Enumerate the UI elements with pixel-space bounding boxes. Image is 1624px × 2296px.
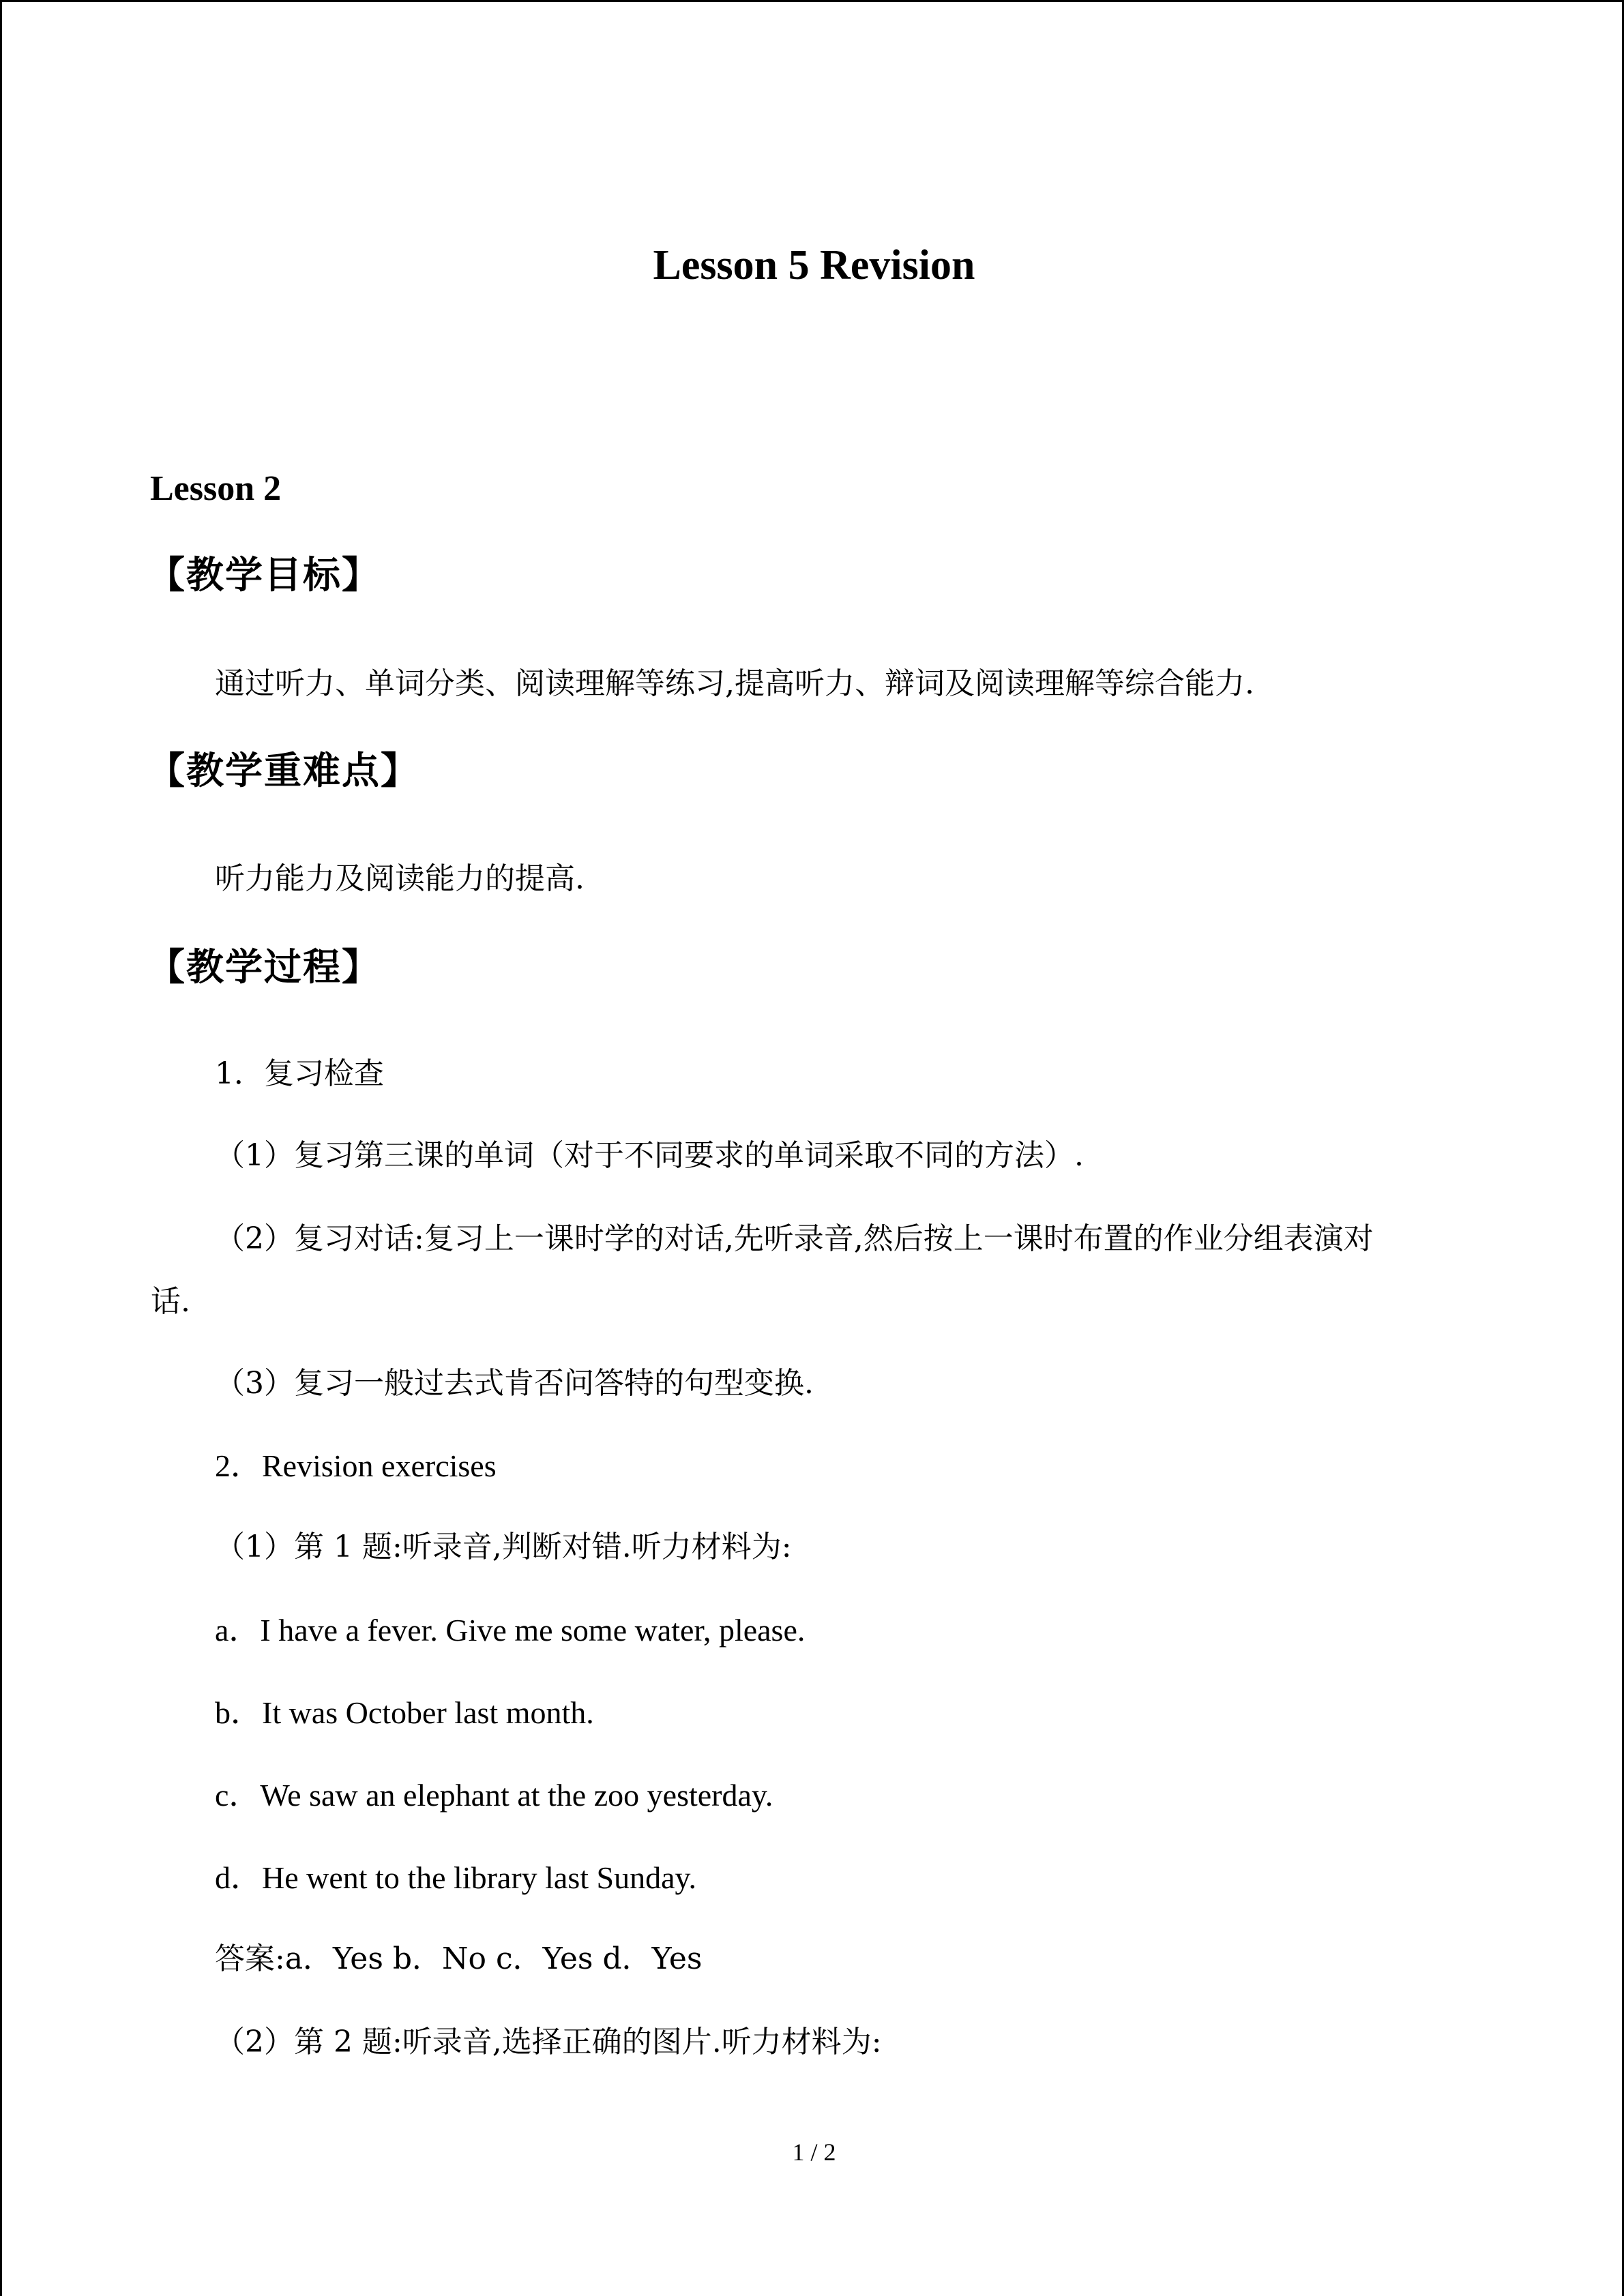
objectives-text: 通过听力、单词分类、阅读理解等练习,提高听力、辩词及阅读理解等综合能力.: [215, 666, 1254, 701]
page-number: 1 / 2: [792, 2138, 836, 2166]
step-1-title: 1．复习检查: [215, 1056, 384, 1091]
exercise-1-item-b: b．It was October last month.: [215, 1695, 594, 1730]
review-item-1: （1）复习第三课的单词（对于不同要求的单词采取不同的方法）.: [215, 1138, 1084, 1173]
objectives-heading: 【教学目标】: [147, 553, 381, 597]
review-item-2-line-2: 话.: [151, 1284, 190, 1319]
exercise-1-item-d: d．He went to the library last Sunday.: [215, 1860, 697, 1895]
review-item-3: （3）复习一般过去式肯否问答特的句型变换.: [215, 1366, 814, 1401]
exercise-1-instruction: （1）第 1 题:听录音,判断对错.听力材料为:: [215, 1530, 792, 1564]
exercise-1-answer: 答案:a．Yes b．No c．Yes d．Yes: [215, 1941, 703, 1976]
key-points-text: 听力能力及阅读能力的提高.: [215, 861, 585, 896]
key-points-heading: 【教学重难点】: [147, 749, 420, 792]
lesson-label: Lesson 2: [150, 469, 282, 508]
review-item-2-line-1: （2）复习对话:复习上一课时学的对话,先听录音,然后按上一课时布置的作业分组表演对: [215, 1221, 1374, 1256]
exercise-1-item-a: a．I have a fever. Give me some water, please.: [215, 1613, 806, 1648]
document-title: Lesson 5 Revision: [653, 242, 975, 288]
process-heading: 【教学过程】: [147, 945, 381, 989]
exercise-2-instruction: （2）第 2 题:听录音,选择正确的图片.听力材料为:: [215, 2025, 882, 2059]
exercise-1-item-c: c．We saw an elephant at the zoo yesterday.: [215, 1778, 773, 1813]
step-2-title: 2．Revision exercises: [215, 1448, 497, 1483]
